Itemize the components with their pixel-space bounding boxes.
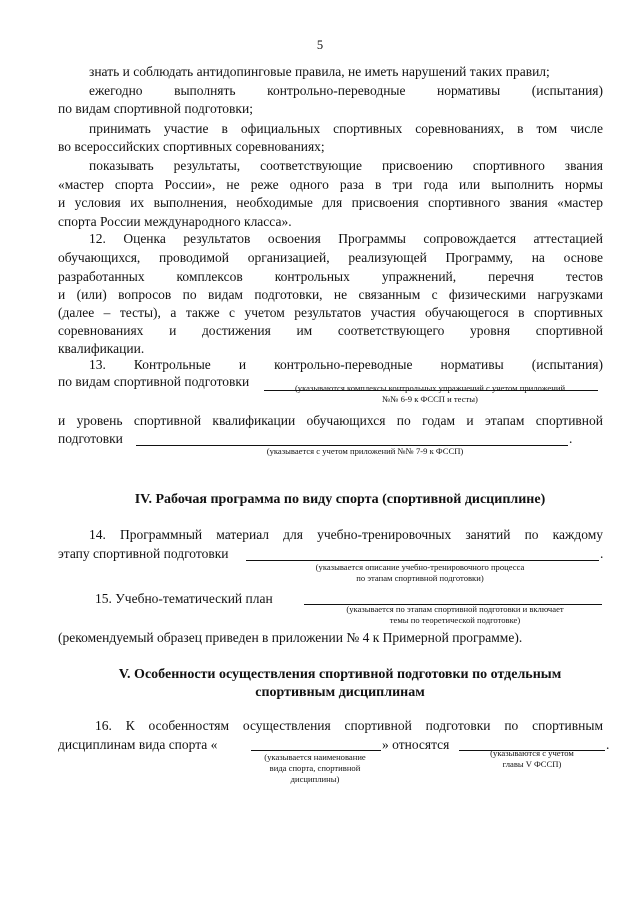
text-line: дисциплинам вида спорта « <box>58 737 218 752</box>
field-note: (указываются комплексы контрольных упражнений с учетом приложений <box>294 383 566 393</box>
text-line: знать и соблюдать антидопинговые правила, не иметь нарушений таких правил; <box>89 64 550 79</box>
page-number: 5 <box>316 38 324 52</box>
field-note: дисциплины) <box>290 774 340 784</box>
fill-in-blank-line <box>251 750 381 751</box>
text-line: 16. К особенностям осуществления спортивной подготовки по спортивным <box>95 718 603 733</box>
text-line: и уровень спортивной квалификации обучающихся по годам и этапам спортивной <box>58 413 603 428</box>
text-line: . <box>606 737 610 752</box>
field-note: (указывается наименование <box>264 752 366 762</box>
text-line: и (или) вопросов по видам подготовки, не связанным с физическими нагрузками <box>58 287 603 302</box>
text-line: 12. Оценка результатов освоения Программы сопровождается аттестацией <box>89 231 603 246</box>
text-line: разработанных комплексов контрольных упражнений, перечня тестов <box>58 269 603 284</box>
field-note: (указывается с учетом приложений №№ 7-9 к ФССП) <box>266 446 464 456</box>
text-line: этапу спортивной подготовки <box>58 546 229 561</box>
text-line: 13. Контрольные и контрольно-переводные нормативы (испытания) <box>89 357 603 372</box>
text-line: спорта России международного класса». <box>58 214 292 229</box>
text-line: » относятся <box>382 737 450 752</box>
text-line: 15. Учебно-тематический план <box>95 591 273 606</box>
text-line: . <box>600 546 604 561</box>
field-note: (указываются с учетом <box>490 748 574 758</box>
field-note: (указывается описание учебно-тренировочного процесса <box>315 562 525 572</box>
text-line: во всероссийских спортивных соревнованиях; <box>58 139 325 154</box>
text-line: по видам спортивной подготовки <box>58 374 250 389</box>
text-line: . <box>569 431 573 446</box>
field-note: главы V ФССП) <box>502 759 562 769</box>
field-note: №№ 6-9 к ФССП и тесты) <box>382 394 478 404</box>
field-note: по этапам спортивной подготовки) <box>356 573 484 583</box>
text-line: 14. Программный материал для учебно-тренировочных занятий по каждому <box>89 527 603 542</box>
text-line: обучающихся, проводимой организацией, реализующей Программу, на основе <box>58 250 603 265</box>
text-line: (далее – тесты), а также с учетом результатов участия обучающегося в спортивных <box>58 305 603 320</box>
text-line: по видам спортивной подготовки; <box>58 101 253 116</box>
section-heading: спортивным дисциплинам <box>255 685 425 700</box>
text-line: и условия их выполнения, необходимые для присвоения спортивного звания «мастер <box>58 195 603 210</box>
text-line: «мастер спорта России», не реже одного раза в три года или выполнить нормы <box>58 177 603 192</box>
field-note: (указывается по этапам спортивной подготовки и включает <box>346 604 564 614</box>
field-note: вида спорта, спортивной <box>269 763 361 773</box>
text-line: квалификации. <box>58 341 145 356</box>
text-line: принимать участие в официальных спортивных соревнованиях, в том числе <box>89 121 603 136</box>
text-line: (рекомендуемый образец приведен в приложении № 4 к Примерной программе). <box>58 630 523 645</box>
fill-in-blank-line <box>246 560 599 561</box>
section-heading: IV. Рабочая программа по виду спорта (спортивной дисциплине) <box>134 492 546 507</box>
text-line: соревнованиях и достижения им соответствующего уровня спортивной <box>58 323 603 338</box>
text-line: показывать результаты, соответствующие присвоению спортивного звания <box>89 158 603 173</box>
text-line: ежегодно выполнять контрольно-переводные нормативы (испытания) <box>89 83 603 98</box>
section-heading: V. Особенности осуществления спортивной подготовки по отдельным <box>118 667 562 682</box>
text-line: подготовки <box>58 431 123 446</box>
field-note: темы по теоретической подготовке) <box>389 615 521 625</box>
